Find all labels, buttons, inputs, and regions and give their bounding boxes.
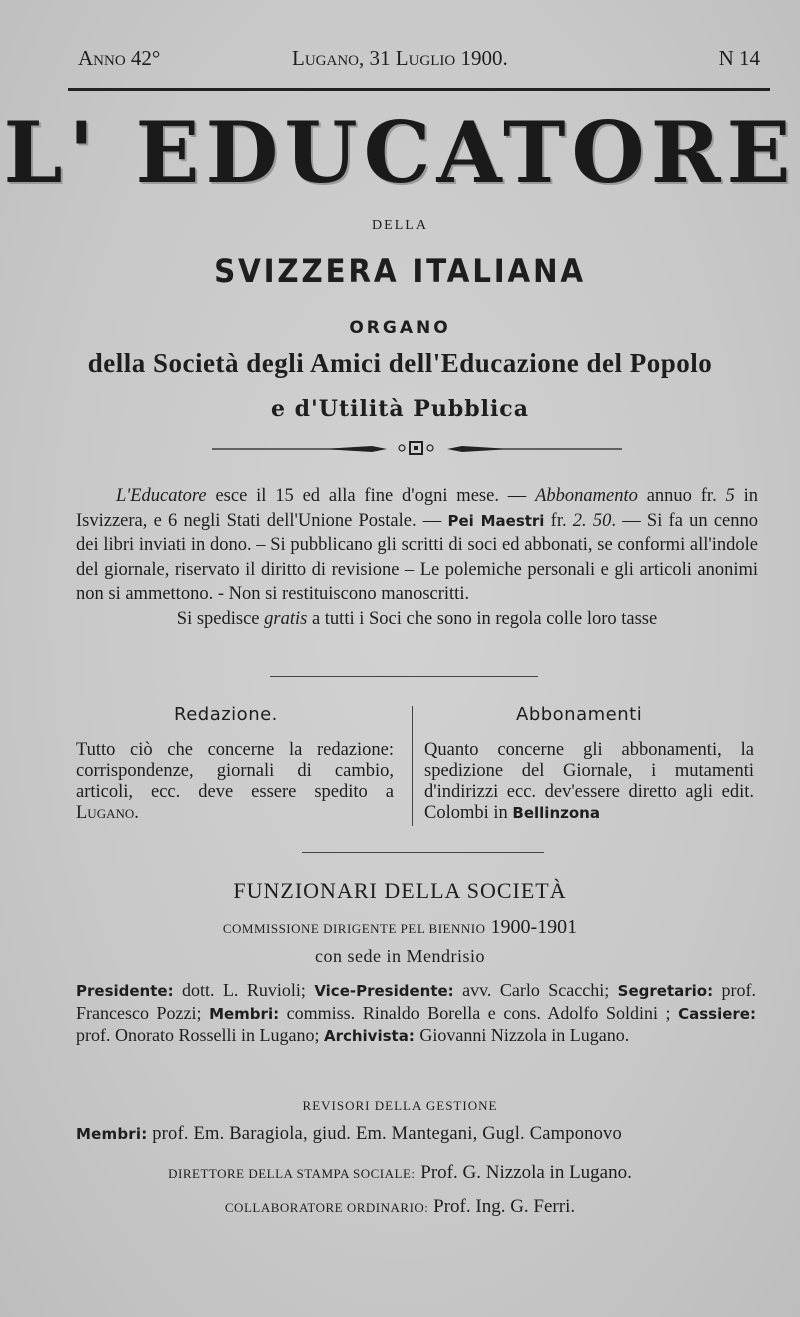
- masthead-title: L' EDUCATORE: [3, 103, 797, 202]
- officers-list: Presidente: dott. L. Ruvioli; Vice-Presidente: avv. Carlo Scacchi; Segretario: prof. Francesco Pozzi; Membri: commiss. Rinaldo Borella e cons. Adolfo Soldini ; Cassiere: prof. Onorato Rosselli in Lugano; Archivista: Giovanni Nizzola in Lugano.: [76, 980, 756, 1045]
- redazione-text: Tutto ciò che concerne la redazione: corrispondenze, giornali di cambio, articoli, ecc. deve essere spedito a Lugano.: [76, 740, 394, 823]
- intro-paragraph: L'Educatore esce il 15 ed alla fine d'ogni mese. — Abbonamento annuo fr. 5 in Isvizzera, e 6 negli Stati dell'Unione Postale. — Pei Maestri fr. 2. 50. — Si fa un cenno dei libri inviati in dono. – Si pubblicano gli scritti di soci ed abbonati, se conformi all'indole del giornale, riservato il diritto di revisione – Le polemiche personali e gli articoli anonimi non si ammettono. - Non si restituiscono manoscritti.: [76, 486, 759, 604]
- funzionari-title: FUNZIONARI DELLA SOCIETÀ: [233, 878, 567, 903]
- direttore-line: DIRETTORE DELLA STAMPA SOCIALE: Prof. G. Nizzola in Lugano.: [168, 1162, 632, 1183]
- column-divider: [412, 706, 413, 826]
- section-rule-2: [302, 852, 544, 853]
- collaboratore-line: COLLABORATORE ORDINARIO: Prof. Ing. G. Ferri.: [224, 1196, 576, 1217]
- masthead-subtitle: SVIZZERA ITALIANA: [214, 252, 586, 290]
- intro-gratis-line: Si spedisce gratis a tutti i Soci che sono in regola colle loro tasse: [176, 608, 658, 629]
- revisori-heading: REVISORI DELLA GESTIONE: [302, 1098, 498, 1113]
- header-rule: [68, 88, 770, 91]
- commissione-line: COMMISSIONE DIRIGENTE PEL BIENNIO 1900-1901: [222, 916, 578, 938]
- issue-year: Anno 42°: [78, 46, 161, 70]
- masthead-society: della Società degli Amici dell'Educazione del Popolo: [87, 348, 713, 378]
- ornament-divider-icon: [212, 436, 622, 460]
- issue-header: [78, 40, 760, 80]
- issue-number: N 14: [718, 46, 760, 70]
- redazione-heading: Redazione.: [174, 704, 278, 725]
- issue-place-date: Lugano, 31 Luglio 1900.: [292, 46, 508, 70]
- abbonamenti-text: Quanto concerne gli abbonamenti, la spedizione del Giornale, i mutamenti d'indirizzi ecc. dev'essere diretto agli edit. Colombi in Bellinzona: [424, 740, 754, 823]
- section-rule: [270, 676, 538, 677]
- intro-notice: [76, 484, 758, 631]
- masthead-della: DELLA: [372, 218, 428, 233]
- masthead-organo: ORGANO: [349, 318, 451, 338]
- abbonamenti-heading: Abbonamenti: [516, 704, 643, 725]
- masthead-utilita: e d'Utilità Pubblica: [271, 396, 529, 422]
- sede-line: con sede in Mendrisio: [315, 946, 485, 966]
- revisori-members: Membri: prof. Em. Baragiola, giud. Em. Mantegani, Gugl. Camponovo: [76, 1124, 622, 1144]
